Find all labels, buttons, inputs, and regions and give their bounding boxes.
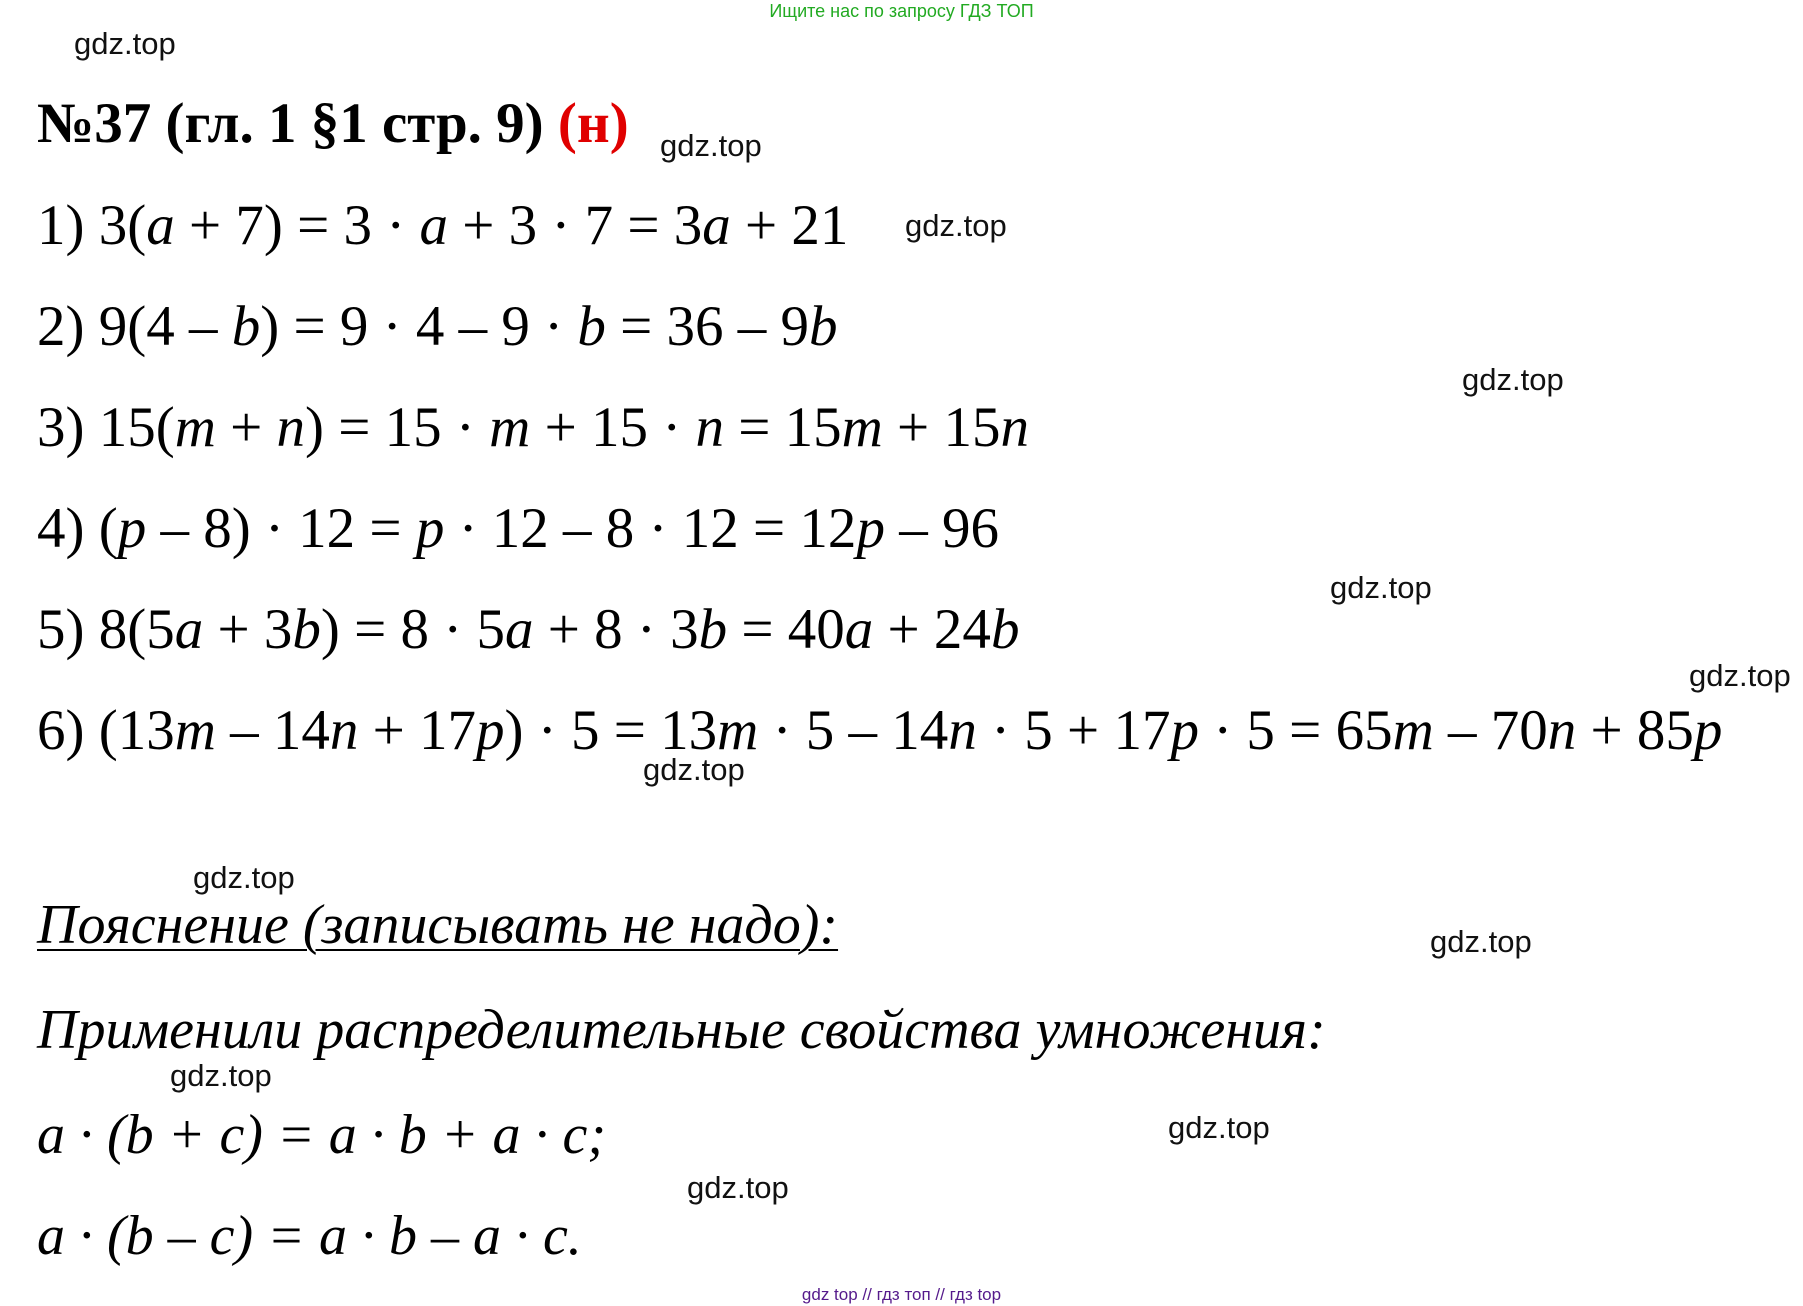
- variable: n: [329, 699, 359, 762]
- expression-part: = 40: [727, 598, 845, 661]
- problem-title: [37, 91, 629, 156]
- equation-2: [37, 294, 837, 359]
- variable: a: [419, 194, 448, 257]
- expression-part: ) = 8 · 5: [320, 598, 505, 661]
- expression-part: + 24: [873, 598, 991, 661]
- equation-number: 1): [37, 194, 99, 257]
- variable: b: [990, 598, 1020, 661]
- equation-5: [37, 597, 1019, 662]
- variable: p: [856, 497, 885, 560]
- variable: p: [476, 699, 505, 762]
- expression-part: · 12 – 8 · 12 = 12: [444, 497, 857, 560]
- expression-part: · 5 – 14: [758, 699, 949, 762]
- distributive-rule-plus: a · (b + c) = a · b + a · c;: [37, 1104, 607, 1166]
- equation-number: 3): [37, 396, 99, 459]
- watermark: gdz.top: [1689, 658, 1791, 693]
- variable: n: [276, 396, 306, 459]
- equation-4: [37, 496, 999, 561]
- equation-3: [37, 395, 1029, 460]
- problem-mark: (н): [557, 92, 629, 155]
- variable: b: [698, 598, 728, 661]
- expression-part: + 3: [203, 598, 293, 661]
- expression-part: + 8 · 3: [533, 598, 699, 661]
- expression-part: + 21: [730, 194, 849, 257]
- distributive-rule-minus: a · (b – c) = a · b – a · c.: [37, 1205, 582, 1267]
- equation-number: 4): [37, 497, 99, 560]
- expression-part: 9(4 –: [98, 295, 232, 358]
- variable: p: [415, 497, 445, 560]
- expression-part: · 5 = 65: [1198, 699, 1393, 762]
- watermark: gdz.top: [687, 1170, 789, 1205]
- variable: m: [174, 699, 216, 762]
- variable: p: [1693, 699, 1723, 762]
- expression-part: + 85: [1576, 699, 1694, 762]
- variable: a: [146, 194, 175, 257]
- footer-links[interactable]: gdz top // гдз топ // гдз top: [801, 1285, 1002, 1304]
- watermark: gdz.top: [643, 752, 745, 787]
- variable: a: [844, 598, 874, 661]
- explanation-heading: Пояснение (записывать не надо):: [37, 894, 839, 956]
- expression-part: – 8) · 12 =: [146, 497, 416, 560]
- expression-part: – 14: [215, 699, 330, 762]
- equation-1: [37, 193, 848, 258]
- watermark: gdz.top: [905, 208, 1007, 243]
- expression-part: · 5 + 17: [976, 699, 1171, 762]
- watermark: gdz.top: [74, 26, 176, 61]
- expression-part: ) = 9 · 4 – 9 ·: [260, 295, 578, 358]
- variable: b: [808, 295, 838, 358]
- expression-part: (13: [98, 699, 175, 762]
- watermark: gdz.top: [1462, 362, 1564, 397]
- variable: n: [695, 396, 724, 459]
- expression-part: + 17: [358, 699, 477, 762]
- equation-6: [37, 698, 1722, 763]
- expression-part: 15(: [98, 396, 175, 459]
- expression-part: ) = 15 ·: [305, 396, 490, 459]
- expression-part: = 36 – 9: [605, 295, 809, 358]
- problem-title-text: №37 (гл. 1 §1 стр. 9): [37, 92, 544, 155]
- variable: m: [1392, 699, 1434, 762]
- variable: a: [174, 598, 204, 661]
- expression-part: + 7) = 3 ·: [174, 194, 420, 257]
- variable: b: [577, 295, 606, 358]
- variable: b: [292, 598, 321, 661]
- variable: p: [1170, 699, 1199, 762]
- variable: n: [1547, 699, 1577, 762]
- equation-number: 5): [37, 598, 99, 661]
- watermark: gdz.top: [1168, 1110, 1270, 1145]
- expression-part: +: [215, 396, 277, 459]
- variable: m: [174, 396, 216, 459]
- top-banner[interactable]: Ищите нас по запросу ГДЗ ТОП: [769, 1, 1034, 21]
- watermark: gdz.top: [1330, 570, 1432, 605]
- expression-part: – 70: [1433, 699, 1548, 762]
- watermark: gdz.top: [193, 860, 295, 895]
- expression-part: 8(5: [98, 598, 175, 661]
- explanation-text: Применили распределительные свойства умножения:: [37, 999, 1326, 1061]
- variable: n: [1000, 396, 1029, 459]
- variable: p: [117, 497, 147, 560]
- variable: a: [702, 194, 731, 257]
- expression-part: + 15 ·: [530, 396, 696, 459]
- expression-part: – 96: [884, 497, 999, 560]
- variable: m: [489, 396, 531, 459]
- watermark: gdz.top: [1430, 924, 1532, 959]
- variable: b: [231, 295, 261, 358]
- expression-part: = 15: [723, 396, 842, 459]
- variable: m: [717, 699, 759, 762]
- expression-part: (: [98, 497, 118, 560]
- variable: a: [504, 598, 534, 661]
- expression-part: ) · 5 = 13: [504, 699, 718, 762]
- variable: m: [841, 396, 883, 459]
- variable: n: [948, 699, 977, 762]
- watermark: gdz.top: [660, 128, 762, 163]
- expression-part: + 15: [882, 396, 1001, 459]
- expression-part: 3(: [98, 194, 147, 257]
- equation-number: 6): [37, 699, 99, 762]
- watermark: gdz.top: [170, 1058, 272, 1093]
- expression-part: + 3 · 7 = 3: [447, 194, 703, 257]
- equation-number: 2): [37, 295, 99, 358]
